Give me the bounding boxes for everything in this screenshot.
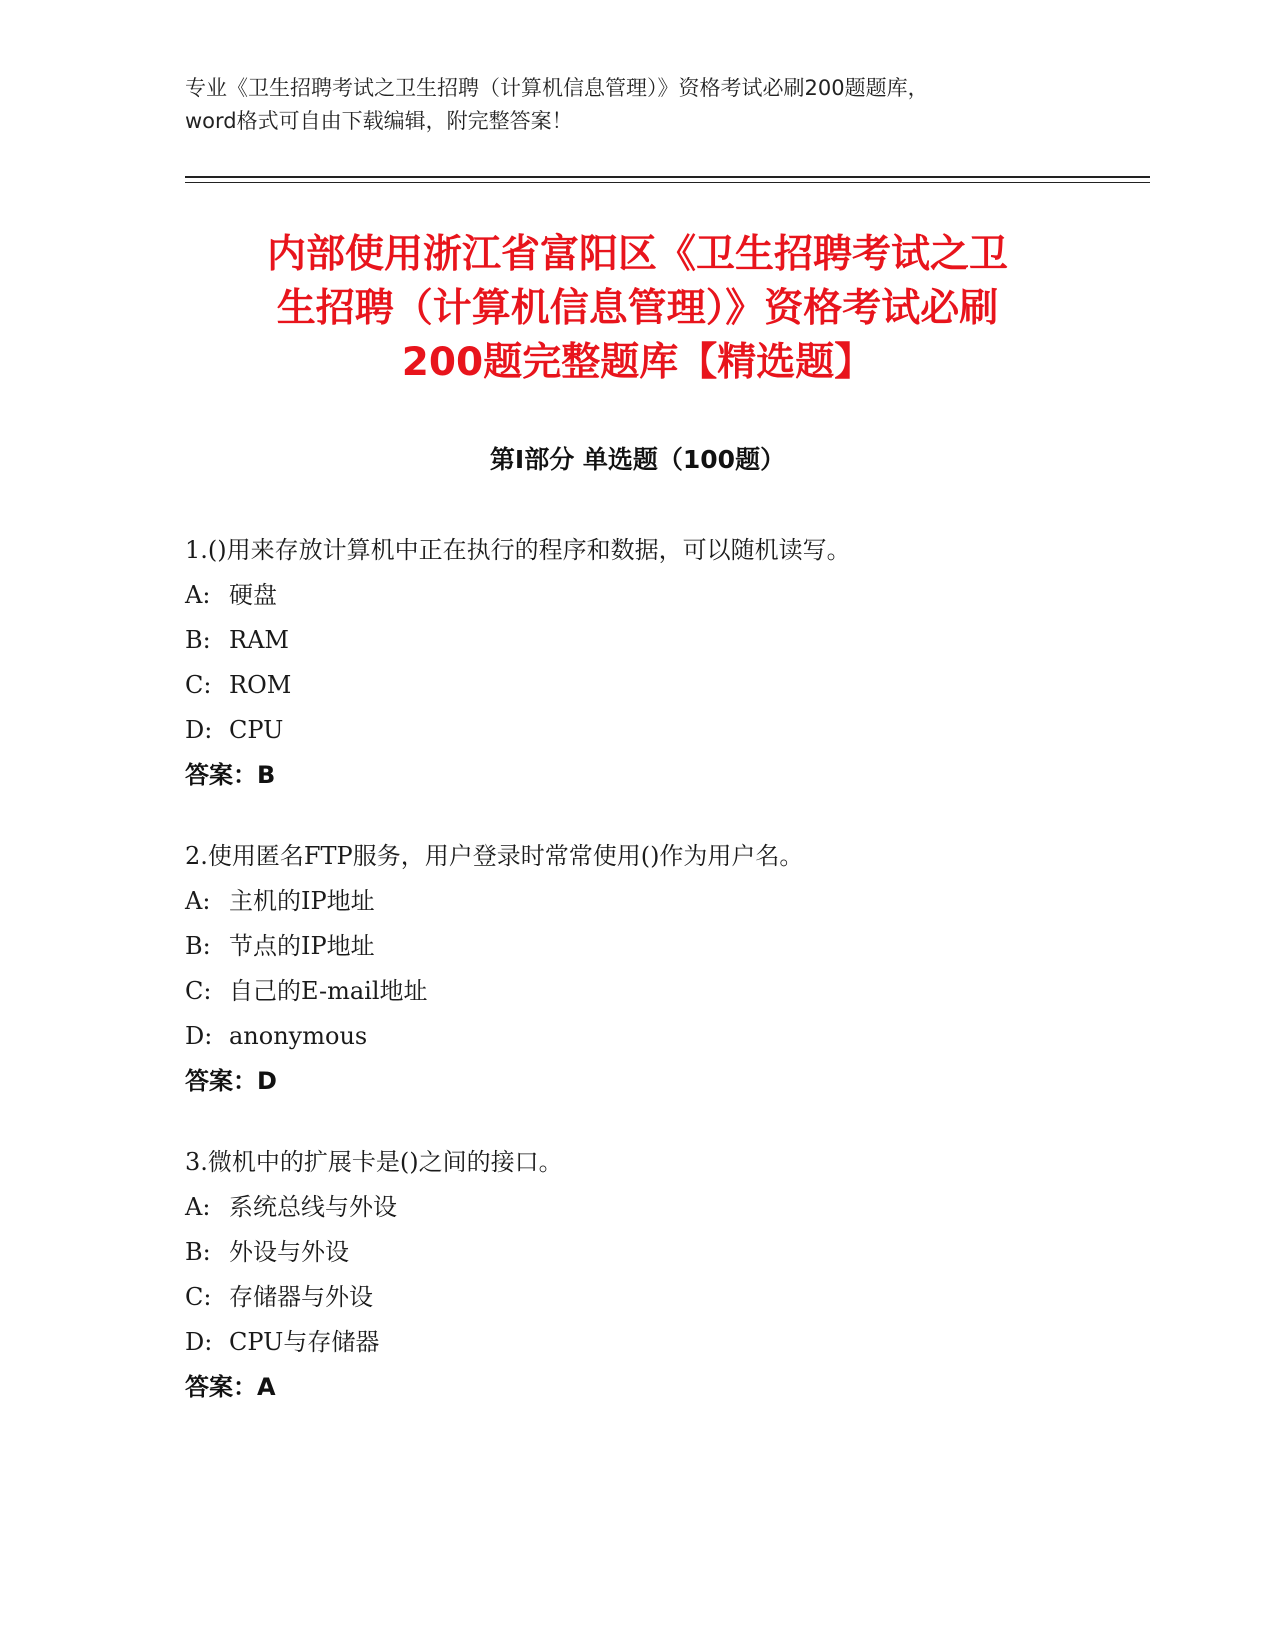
option-text: 系统总线与外设 bbox=[229, 1193, 397, 1221]
option-key: C: bbox=[185, 1283, 212, 1311]
option-key: D: bbox=[185, 716, 213, 744]
option-key: A: bbox=[185, 1193, 211, 1221]
answer-line: 答案：A bbox=[185, 1373, 276, 1401]
option-text: 自己的E-mail地址 bbox=[229, 977, 428, 1005]
option-key: B: bbox=[185, 932, 211, 960]
option-key: B: bbox=[185, 626, 211, 654]
answer-line: 答案：D bbox=[185, 1067, 277, 1095]
option-c bbox=[185, 1275, 1145, 1320]
question-stem: 1.()用来存放计算机中正在执行的程序和数据，可以随机读写。 bbox=[185, 536, 851, 564]
document-title bbox=[150, 228, 1125, 390]
option-b bbox=[185, 924, 1145, 969]
title-line-1: 内部使用浙江省富阳区《卫生招聘考试之卫 bbox=[266, 232, 1008, 277]
option-d bbox=[185, 1014, 1145, 1059]
option-d bbox=[185, 1320, 1145, 1365]
header-note-line-2: word格式可自由下载编辑，附完整答案！ bbox=[185, 109, 573, 133]
option-d bbox=[185, 708, 1145, 753]
question-1 bbox=[185, 528, 1145, 798]
option-key: A: bbox=[185, 581, 211, 609]
option-key: C: bbox=[185, 977, 212, 1005]
title-line-3: 200题完整题库【精选题】 bbox=[401, 340, 874, 385]
option-text: RAM bbox=[229, 626, 289, 654]
option-key: D: bbox=[185, 1328, 213, 1356]
question-stem: 3.微机中的扩展卡是()之间的接口。 bbox=[185, 1148, 563, 1176]
option-key: C: bbox=[185, 671, 212, 699]
title-line-2: 生招聘（计算机信息管理）》资格考试必刷 bbox=[276, 286, 999, 331]
option-text: ROM bbox=[229, 671, 292, 699]
question-2 bbox=[185, 834, 1145, 1104]
question-stem: 2.使用匿名FTP服务，用户登录时常常使用()作为用户名。 bbox=[185, 842, 804, 870]
option-b bbox=[185, 1230, 1145, 1275]
option-a bbox=[185, 1185, 1145, 1230]
option-c bbox=[185, 969, 1145, 1014]
header-divider-thick bbox=[185, 176, 1150, 178]
option-text: 节点的IP地址 bbox=[229, 932, 375, 960]
option-a bbox=[185, 573, 1145, 618]
document-header-note bbox=[185, 72, 1085, 138]
option-key: A: bbox=[185, 887, 211, 915]
option-text: 硬盘 bbox=[229, 581, 277, 609]
header-divider-thin bbox=[185, 182, 1150, 183]
question-list bbox=[185, 528, 1145, 1446]
option-a bbox=[185, 879, 1145, 924]
option-key: D: bbox=[185, 1022, 213, 1050]
header-note-line-1: 专业《卫生招聘考试之卫生招聘（计算机信息管理）》资格考试必刷200题题库， bbox=[185, 76, 929, 100]
option-key: B: bbox=[185, 1238, 211, 1266]
section-heading: 第Ⅰ部分 单选题（100题） bbox=[489, 445, 786, 474]
option-text: CPU bbox=[229, 716, 284, 744]
option-c bbox=[185, 663, 1145, 708]
option-b bbox=[185, 618, 1145, 663]
option-text: anonymous bbox=[229, 1022, 368, 1050]
question-3 bbox=[185, 1140, 1145, 1410]
answer-line: 答案：B bbox=[185, 761, 276, 789]
option-text: CPU与存储器 bbox=[229, 1328, 380, 1356]
option-text: 存储器与外设 bbox=[229, 1283, 373, 1311]
option-text: 主机的IP地址 bbox=[229, 887, 375, 915]
option-text: 外设与外设 bbox=[229, 1238, 349, 1266]
